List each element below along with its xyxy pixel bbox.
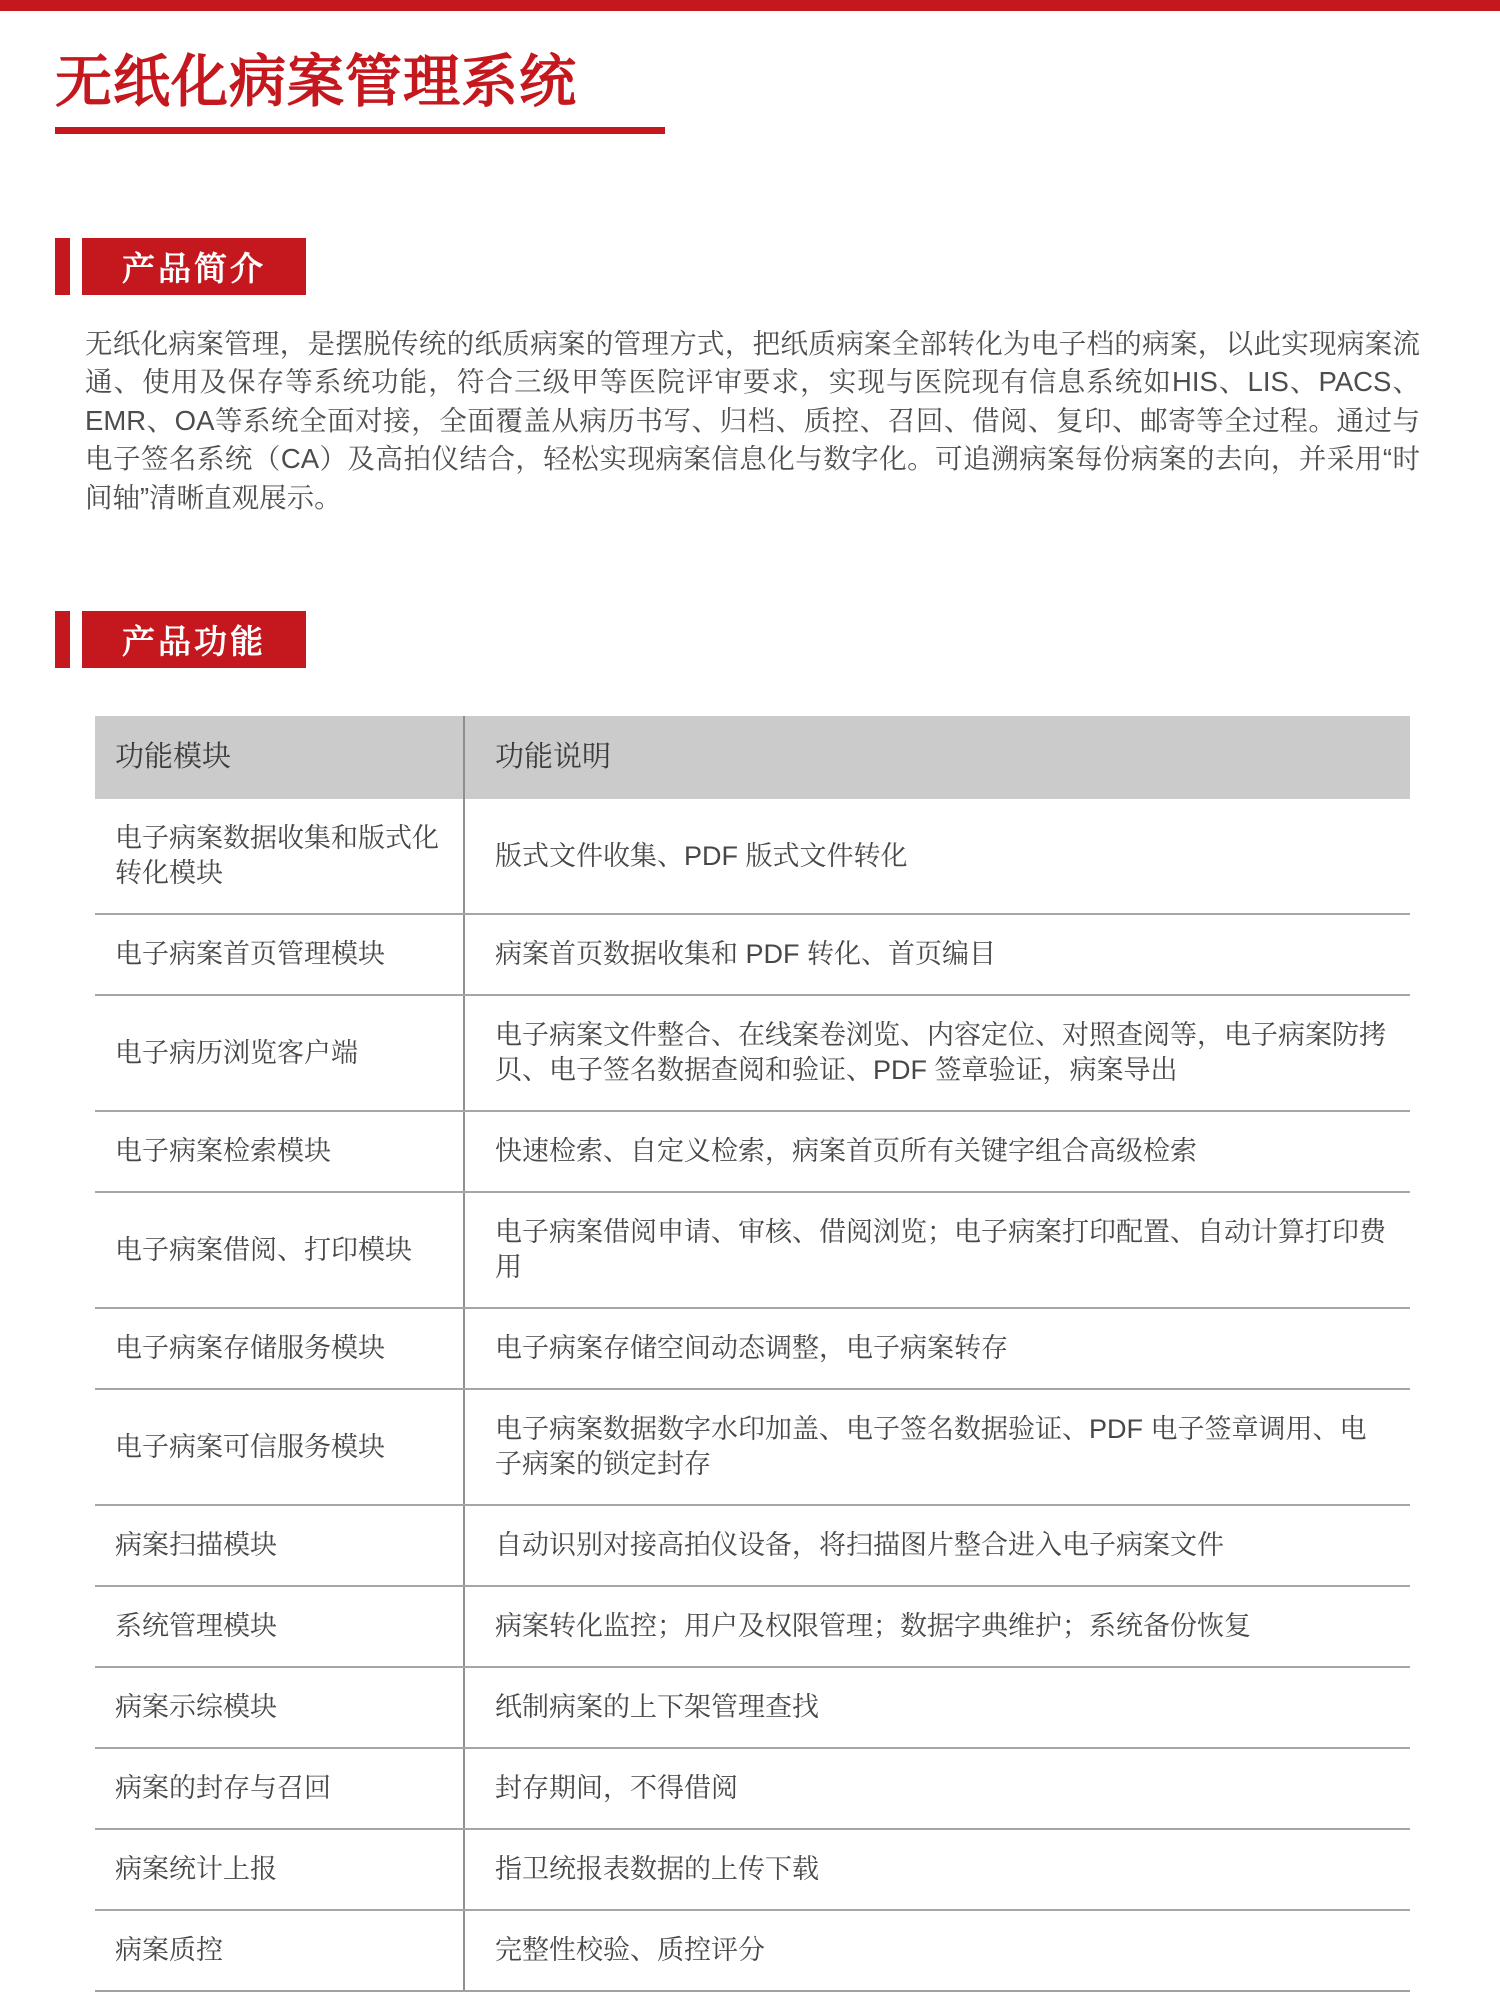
features-heading-badge xyxy=(55,611,1500,668)
description-cell: 病案转化监控；用户及权限管理；数据字典维护；系统备份恢复 xyxy=(495,1611,1251,1642)
top-accent-bar xyxy=(0,0,1500,11)
module-cell: 病案质控 xyxy=(95,1911,465,1990)
module-cell: 病案统计上报 xyxy=(95,1830,465,1909)
table-body xyxy=(95,799,1410,1990)
table-header-row xyxy=(95,716,1410,799)
module-cell: 电子病案借阅、打印模块 xyxy=(95,1193,465,1307)
description-cell: 电子病案文件整合、在线案卷浏览、内容定位、对照查阅等，电子病案防拷贝、电子签名数据查阅和验证、PDF 签章验证，病案导出 xyxy=(495,1020,1386,1086)
table-row xyxy=(95,799,1410,913)
description-cell: 版式文件收集、PDF 版式文件转化 xyxy=(495,840,908,871)
features-heading: 产品功能 xyxy=(82,611,306,668)
description-cell: 病案首页数据收集和 PDF 转化、首页编目 xyxy=(495,939,997,970)
table-row xyxy=(95,1585,1410,1666)
table-row xyxy=(95,1504,1410,1585)
table-row xyxy=(95,1747,1410,1828)
table-row xyxy=(95,994,1410,1110)
module-cell: 病案的封存与召回 xyxy=(95,1749,465,1828)
intro-paragraph: 无纸化病案管理，是摆脱传统的纸质病案的管理方式，把纸质病案全部转化为电子档的病案，以此实现病案流通、使用及保存等系统功能，符合三级甲等医院评审要求，实现与医院现有信息系统如HIS、LIS、PACS、EMR、OA等系统全面对接，全面覆盖从病历书写、归档、质控、召回、借阅、复印、邮寄等全过程。通过与电子签名系统（CA）及高拍仪结合，轻松实现病案信息化与数字化。可追溯病案每份病案的去向，并采用“时间轴”清晰直观展示。 xyxy=(85,327,1420,513)
table-row xyxy=(95,1388,1410,1504)
description-cell: 电子病案数据数字水印加盖、电子签名数据验证、PDF 电子签章调用、电子病案的锁定封存 xyxy=(495,1414,1367,1480)
module-cell: 系统管理模块 xyxy=(95,1587,465,1666)
column-header-module: 功能模块 xyxy=(95,716,465,799)
module-cell: 电子病案可信服务模块 xyxy=(95,1390,465,1504)
module-cell: 电子病案首页管理模块 xyxy=(95,915,465,994)
description-cell: 自动识别对接高拍仪设备，将扫描图片整合进入电子病案文件 xyxy=(495,1530,1224,1561)
module-cell: 病案扫描模块 xyxy=(95,1506,465,1585)
table-row xyxy=(95,1828,1410,1909)
description-cell: 快速检索、自定义检索，病案首页所有关键字组合高级检索 xyxy=(495,1136,1197,1167)
intro-heading-accent-bar xyxy=(55,238,70,295)
module-cell: 电子病案检索模块 xyxy=(95,1112,465,1191)
description-cell: 电子病案借阅申请、审核、借阅浏览；电子病案打印配置、自动计算打印费用 xyxy=(495,1217,1386,1283)
features-heading-accent-bar xyxy=(55,611,70,668)
table-row xyxy=(95,1666,1410,1747)
page-title: 无纸化病案管理系统 xyxy=(55,51,665,134)
features-table xyxy=(95,716,1410,1992)
description-cell: 指卫统报表数据的上传下载 xyxy=(495,1854,819,1885)
module-cell: 电子病案数据收集和版式化转化模块 xyxy=(95,799,465,913)
table-row xyxy=(95,1191,1410,1307)
module-cell: 电子病历浏览客户端 xyxy=(95,996,465,1110)
description-cell: 完整性校验、质控评分 xyxy=(495,1935,765,1966)
column-header-description: 功能说明 xyxy=(495,741,612,774)
page-content xyxy=(0,11,1500,1992)
description-cell: 纸制病案的上下架管理查找 xyxy=(495,1692,819,1723)
description-cell: 封存期间，不得借阅 xyxy=(495,1773,738,1804)
module-cell: 病案示综模块 xyxy=(95,1668,465,1747)
description-cell: 电子病案存储空间动态调整，电子病案转存 xyxy=(495,1333,1008,1364)
table-row xyxy=(95,1909,1410,1990)
intro-heading-badge xyxy=(55,238,1500,295)
table-row xyxy=(95,1110,1410,1191)
table-row xyxy=(95,913,1410,994)
module-cell: 电子病案存储服务模块 xyxy=(95,1309,465,1388)
intro-heading: 产品简介 xyxy=(82,238,306,295)
table-row xyxy=(95,1307,1410,1388)
